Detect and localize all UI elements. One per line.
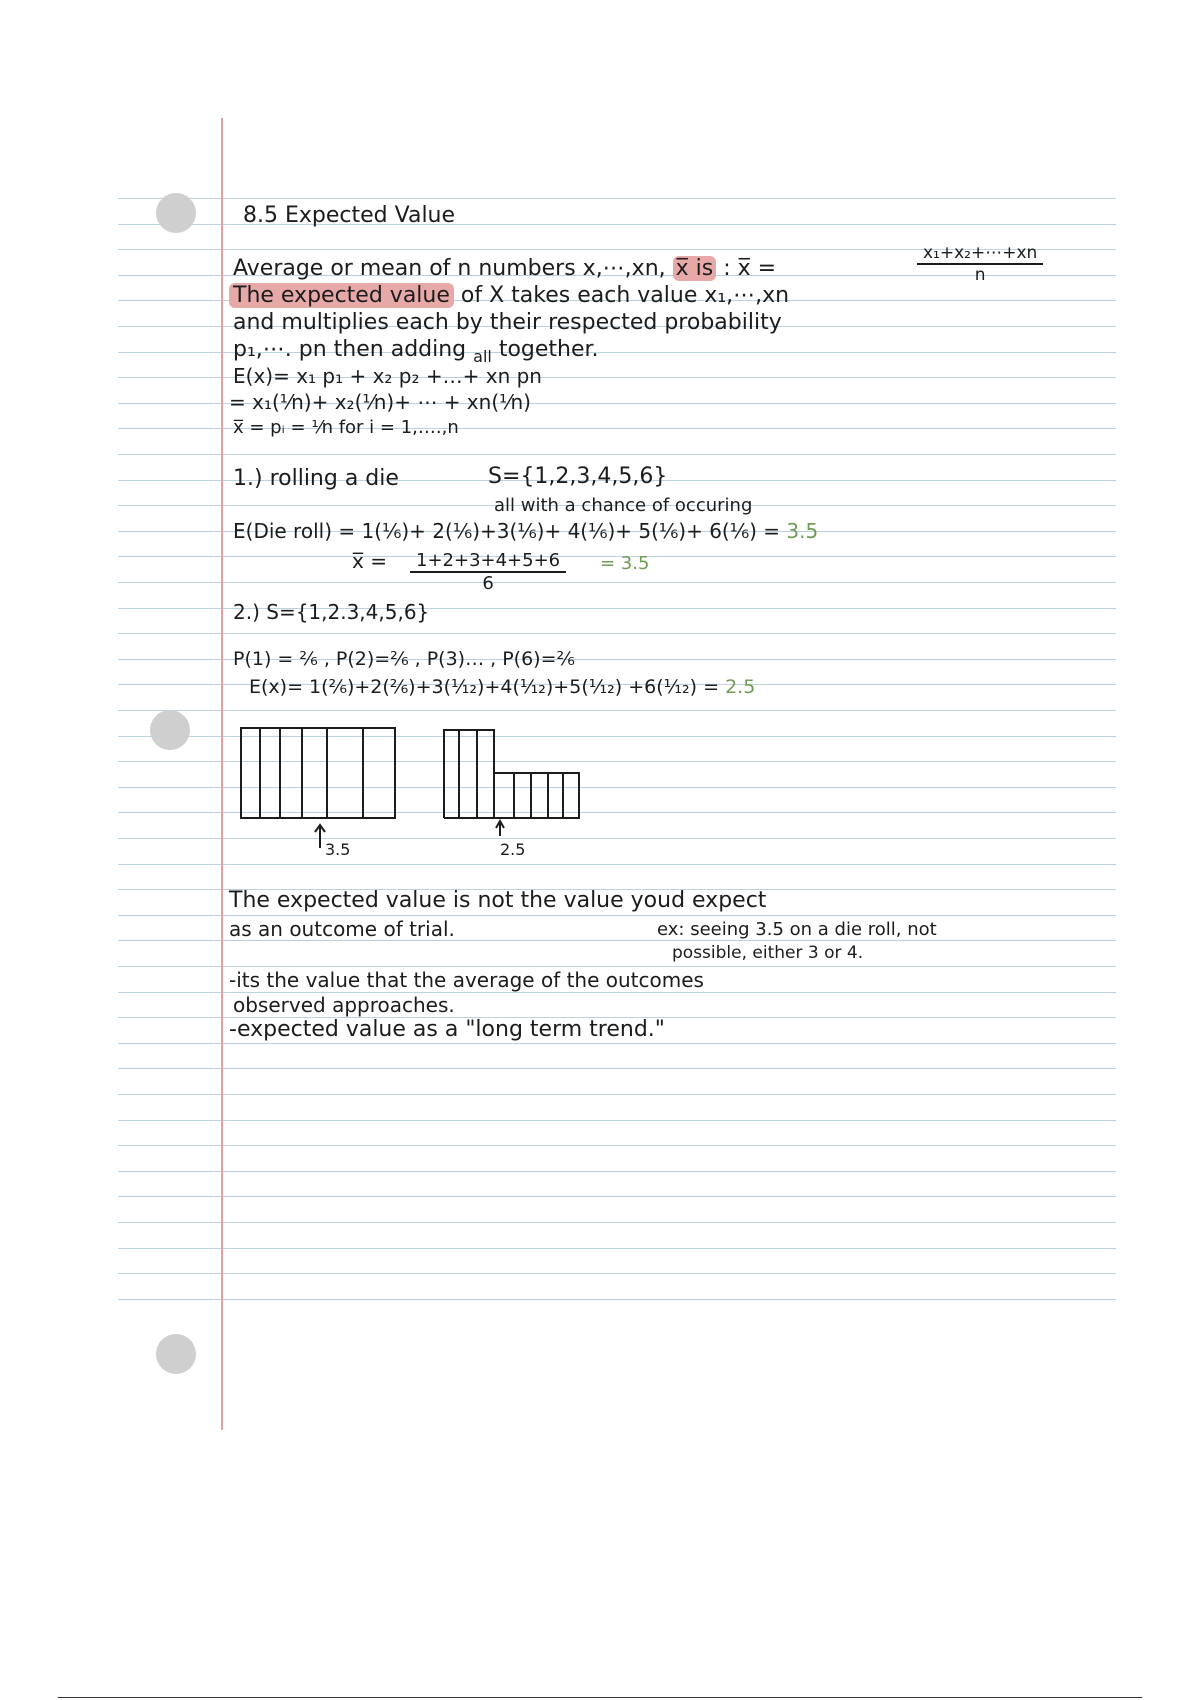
- example1-fraction-denominator: 6: [482, 573, 494, 594]
- expectation-uniform: = x₁(¹⁄n)+ x₂(¹⁄n)+ ⋯ + xn(¹⁄n): [229, 390, 531, 414]
- example1-fraction-numerator: 1+2+3+4+5+6: [416, 550, 561, 571]
- example1-heading: 1.) rolling a die: [233, 466, 399, 491]
- example2-equation: E(x)= 1(²⁄₆)+2(²⁄₆)+3(¹⁄₁₂)+4(¹⁄₁₂)+5(¹⁄₁₂) +6(¹⁄₁₂) =: [249, 676, 720, 698]
- note-line-2: as an outcome of trial.: [229, 917, 455, 941]
- all-text: all: [473, 347, 492, 366]
- mean-arrow-b: [496, 821, 504, 836]
- together-text: together.: [498, 337, 599, 362]
- uniform-probability: x̅ = pᵢ = ¹⁄n for i = 1,….,n: [233, 417, 459, 438]
- adding-text: p₁,⋯. pn then adding: [233, 337, 467, 362]
- note-line-4: observed approaches.: [233, 993, 455, 1017]
- example2-probabilities: P(1) = ²⁄₆ , P(2)=²⁄₆ , P(3)… , P(6)=²⁄₆: [233, 648, 575, 670]
- example2-sample-space: 2.) S={1,2.3,4,5,6}: [233, 600, 430, 624]
- mean-fraction-numerator: x₁+x₂+⋯+xn: [923, 243, 1038, 263]
- xbar-highlight: x̅ is: [673, 256, 717, 281]
- expected-value-highlight: The expected value: [229, 283, 454, 308]
- page-title: 8.5 Expected Value: [243, 203, 456, 228]
- note-line-3: -its the value that the average of the outcomes: [229, 968, 704, 992]
- note-line-5: -expected value as a "long term trend.": [229, 1017, 665, 1042]
- example2-result: 2.5: [725, 676, 756, 698]
- expectation-formula: E(x)= x₁ p₁ + x₂ p₂ +…+ xn pn: [233, 364, 542, 388]
- example1-fraction-result: = 3.5: [600, 553, 650, 574]
- mean-fraction-denominator: n: [974, 265, 986, 285]
- example1-equation: E(Die roll) = 1(¹⁄₆)+ 2(¹⁄₆)+3(¹⁄₆)+ 4(¹⁄₆)+ 5(¹⁄₆)+ 6(¹⁄₆) =: [233, 519, 781, 543]
- mean-arrow-a: [315, 825, 325, 848]
- note-line-1: The expected value is not the value youd expect: [229, 888, 767, 913]
- example1-note: all with a chance of occuring: [494, 495, 753, 516]
- expected-value-rest: of X takes each value x₁,⋯,xn: [460, 283, 790, 308]
- note-example-cont: possible, either 3 or 4.: [672, 943, 864, 963]
- example1-sample-space: S={1,2,3,4,5,6}: [488, 464, 668, 489]
- mean-equals: : x̅ =: [723, 256, 777, 281]
- diagram-label-a: 3.5: [325, 840, 351, 859]
- multiplies-line: and multiplies each by their respected probability: [233, 310, 782, 335]
- diagram-label-b: 2.5: [500, 840, 526, 859]
- example1-xbar: x̅ =: [352, 549, 387, 573]
- example1-result: 3.5: [786, 519, 819, 543]
- weighted-blocks: [444, 730, 579, 818]
- mean-text: Average or mean of n numbers x,⋯,xn,: [233, 256, 666, 281]
- uniform-blocks: [241, 728, 395, 818]
- note-example: ex: seeing 3.5 on a die roll, not: [657, 919, 937, 940]
